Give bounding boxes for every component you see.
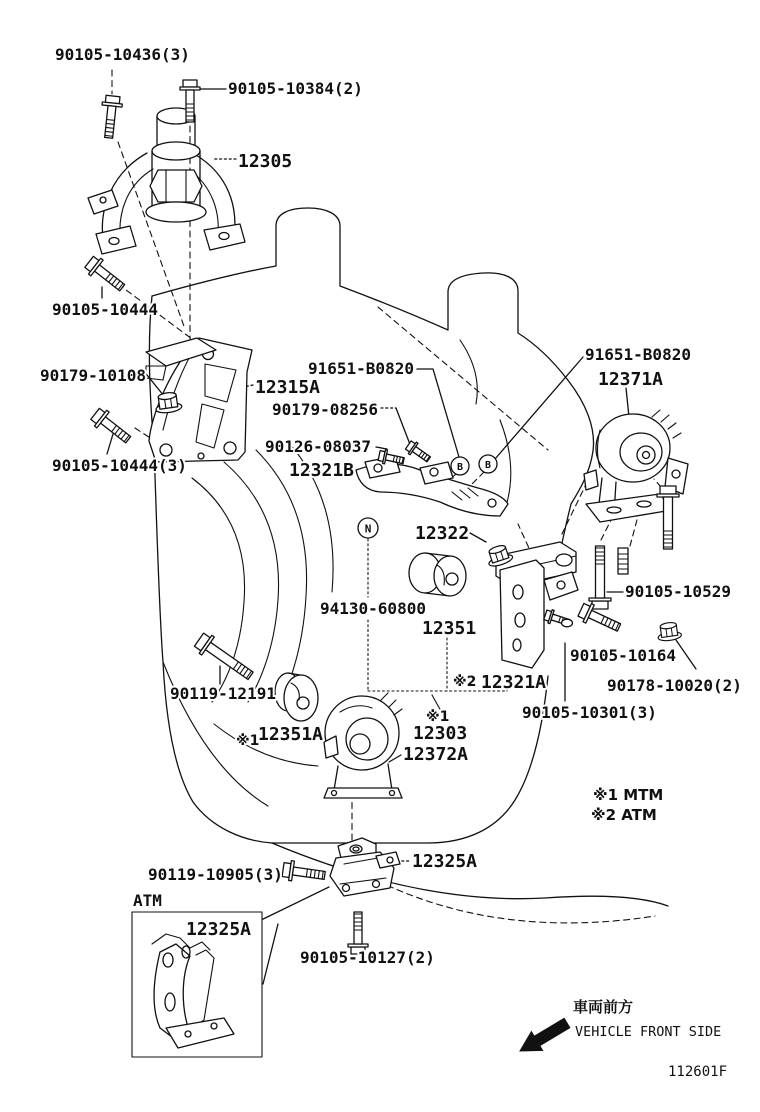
- callout-90105-10444: 90105-10444: [52, 300, 158, 319]
- callout-90179-10108: 90179-10108: [40, 366, 146, 385]
- callout-12305: 12305: [238, 151, 293, 172]
- footnote-atm: ※2 ATM: [591, 806, 657, 824]
- callout-12351A: 12351A: [258, 724, 324, 745]
- atm-inset-title: ATM: [133, 891, 162, 910]
- callout-12315A: 12315A: [255, 377, 321, 398]
- bolt-90105-10529-icon: [589, 546, 611, 609]
- bolt-90105-10301-icon: [543, 608, 572, 629]
- callout-90119-12191: 90119-12191: [170, 684, 276, 703]
- bushing-12351A-drawing: [275, 673, 318, 721]
- callout-12372A: 12372A: [403, 744, 469, 765]
- callout-90105-10127: 90105-10127(2): [300, 948, 435, 967]
- circled-b-symbol-left: [451, 457, 469, 475]
- footnote-mtm: ※1 MTM: [593, 786, 664, 804]
- bolt-90105-10436-icon: [99, 95, 123, 139]
- circled-n-symbol: [358, 518, 378, 538]
- callout-12321A: 12321A: [481, 672, 547, 693]
- callout-90105-10384: 90105-10384(2): [228, 79, 363, 98]
- callout-90105-10444-3: 90105-10444(3): [52, 456, 187, 475]
- circled-b-symbol-right: [479, 455, 497, 473]
- bolt-90119-12191-icon: [193, 631, 257, 685]
- callout-90105-10301: 90105-10301(3): [522, 703, 657, 722]
- bolt-90179-08256-icon: [404, 439, 433, 465]
- callout-90178-10020: 90178-10020(2): [607, 676, 742, 695]
- leader-lines: [102, 89, 696, 984]
- engine-block-outline: [149, 208, 668, 906]
- callout-90179-08256: 90179-08256: [272, 400, 378, 419]
- callout-12371A: 12371A: [598, 369, 664, 390]
- callout-90126-08037: 90126-08037: [265, 437, 371, 456]
- callout-91651-B0820-left: 91651-B0820: [308, 359, 414, 378]
- callout-91651-B0820-right: 91651-B0820: [585, 345, 691, 364]
- ref-mark-1b: ※1: [236, 733, 260, 749]
- bolt-90105-10444-icon: [83, 254, 128, 296]
- bolt-90119-10905-icon: [282, 860, 326, 886]
- callout-12325A: 12325A: [412, 851, 478, 872]
- callout-90105-10164: 90105-10164: [570, 646, 676, 665]
- mount-12372A-drawing: [324, 693, 402, 798]
- svg-text:B: B: [484, 460, 492, 471]
- figure-code: 112601F: [668, 1064, 728, 1080]
- svg-text:B: B: [456, 462, 464, 473]
- callout-90105-10436: 90105-10436(3): [55, 45, 190, 64]
- bolt-thread-stub-icon: [618, 548, 628, 574]
- callout-12351: 12351: [422, 618, 477, 639]
- callout-12325A-inset: 12325A: [186, 919, 252, 940]
- ref-mark-2: ※2: [453, 674, 477, 690]
- svg-text:N: N: [364, 522, 372, 536]
- bracket-12325A-drawing: [330, 838, 400, 896]
- direction-label-jp: 車両前方: [573, 998, 634, 1016]
- callout-90105-10529: 90105-10529: [625, 582, 731, 601]
- callout-12303: 12303: [413, 723, 468, 744]
- direction-label-en: VEHICLE FRONT SIDE: [575, 1024, 722, 1040]
- callout-90119-10905: 90119-10905(3): [148, 865, 283, 884]
- callout-12322: 12322: [415, 523, 470, 544]
- callout-94130-60800: 94130-60800: [320, 599, 426, 618]
- callout-12321B: 12321B: [289, 460, 355, 481]
- nut-90178-10020-icon: [656, 621, 682, 642]
- bolt-91651-B0820-right-icon: [657, 486, 679, 549]
- damper-12351-drawing: [409, 553, 466, 596]
- vehicle-front-arrow: [520, 1018, 570, 1051]
- bolt-90105-10444-3-icon: [89, 406, 134, 448]
- ref-mark-1: ※1: [426, 709, 450, 725]
